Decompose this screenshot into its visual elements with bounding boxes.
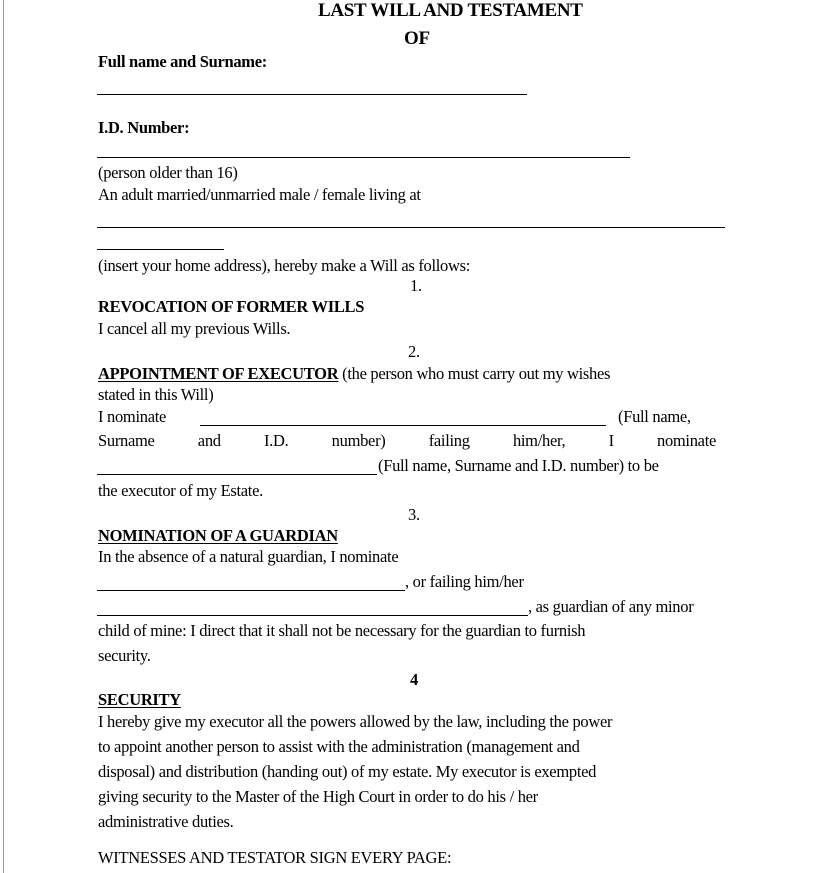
row4-word: Surname xyxy=(98,431,155,450)
executor-name-blank-line[interactable] xyxy=(200,425,606,426)
section-2-heading-rest: (the person who must carry out my wishes xyxy=(338,364,611,383)
section-4-line: giving security to the Master of the High Court in order to do his / her xyxy=(98,787,538,806)
section-4-number: 4 xyxy=(410,670,418,689)
person-older-note: (person older than 16) xyxy=(98,163,238,182)
section-3-line5: security. xyxy=(98,646,151,665)
section-3-line1: In the absence of a natural guardian, I nominate xyxy=(98,547,399,566)
section-2-full-name-paren: (Full name, xyxy=(618,407,691,426)
section-2-line6: the executor of my Estate. xyxy=(98,481,263,500)
row4-word: and xyxy=(197,431,221,450)
row4-word: I.D. xyxy=(263,431,289,450)
section-4-line: administrative duties. xyxy=(98,812,234,831)
page-left-border xyxy=(3,0,4,873)
section-4-heading: SECURITY xyxy=(98,690,181,709)
guardian-blank-line-2[interactable] xyxy=(97,615,528,616)
row4-word: him/her, xyxy=(512,431,566,450)
section-3-line4: child of mine: I direct that it shall not be necessary for the guardian to furnish xyxy=(98,621,586,640)
adult-living-text: An adult married/unmarried male / female living at xyxy=(98,185,421,204)
section-3-number: 3. xyxy=(408,505,420,524)
row4-word: failing xyxy=(428,431,470,450)
section-4-line: I hereby give my executor all the powers allowed by the law, including the power xyxy=(98,712,613,731)
section-2-heading-line xyxy=(98,364,610,384)
section-1-number: 1. xyxy=(410,276,422,295)
alternate-executor-blank-line[interactable] xyxy=(97,474,377,475)
section-3-failing: , or failing him/her xyxy=(405,572,524,591)
section-2-heading: APPOINTMENT OF EXECUTOR xyxy=(98,364,339,383)
document-title: LAST WILL AND TESTAMENT xyxy=(318,0,583,21)
full-name-blank-line[interactable] xyxy=(97,94,527,95)
witnesses-sign-footer: WITNESSES AND TESTATOR SIGN EVERY PAGE: xyxy=(98,848,452,867)
guardian-blank-line-1[interactable] xyxy=(97,590,405,591)
section-2-line2: stated in this Will) xyxy=(98,385,214,404)
row4-word: I xyxy=(608,431,614,450)
section-4-line: to appoint another person to assist with the administration (management and xyxy=(98,737,580,756)
section-1-text: I cancel all my previous Wills. xyxy=(98,319,291,338)
document-title-of: OF xyxy=(404,28,430,49)
address-blank-line-1[interactable] xyxy=(97,227,725,228)
row4-word: nominate xyxy=(657,431,716,450)
insert-address-text: (insert your home address), hereby make a Will as follows: xyxy=(98,256,471,275)
address-blank-line-2[interactable] xyxy=(97,249,224,250)
section-2-row4 xyxy=(98,431,716,451)
section-2-nominate: I nominate xyxy=(98,407,167,426)
section-3-heading: NOMINATION OF A GUARDIAN xyxy=(98,526,338,545)
section-2-number: 2. xyxy=(408,342,420,361)
id-number-blank-line[interactable] xyxy=(97,157,630,158)
section-4-line: disposal) and distribution (handing out) of my estate. My executor is exempted xyxy=(98,762,597,781)
section-3-as-guardian: , as guardian of any minor xyxy=(528,597,694,616)
section-2-line5: (Full name, Surname and I.D. number) to be xyxy=(378,456,659,475)
row4-word: number) xyxy=(331,431,386,450)
section-1-heading: REVOCATION OF FORMER WILLS xyxy=(98,297,365,316)
id-number-label: I.D. Number: xyxy=(98,118,190,137)
full-name-label: Full name and Surname: xyxy=(98,52,267,71)
